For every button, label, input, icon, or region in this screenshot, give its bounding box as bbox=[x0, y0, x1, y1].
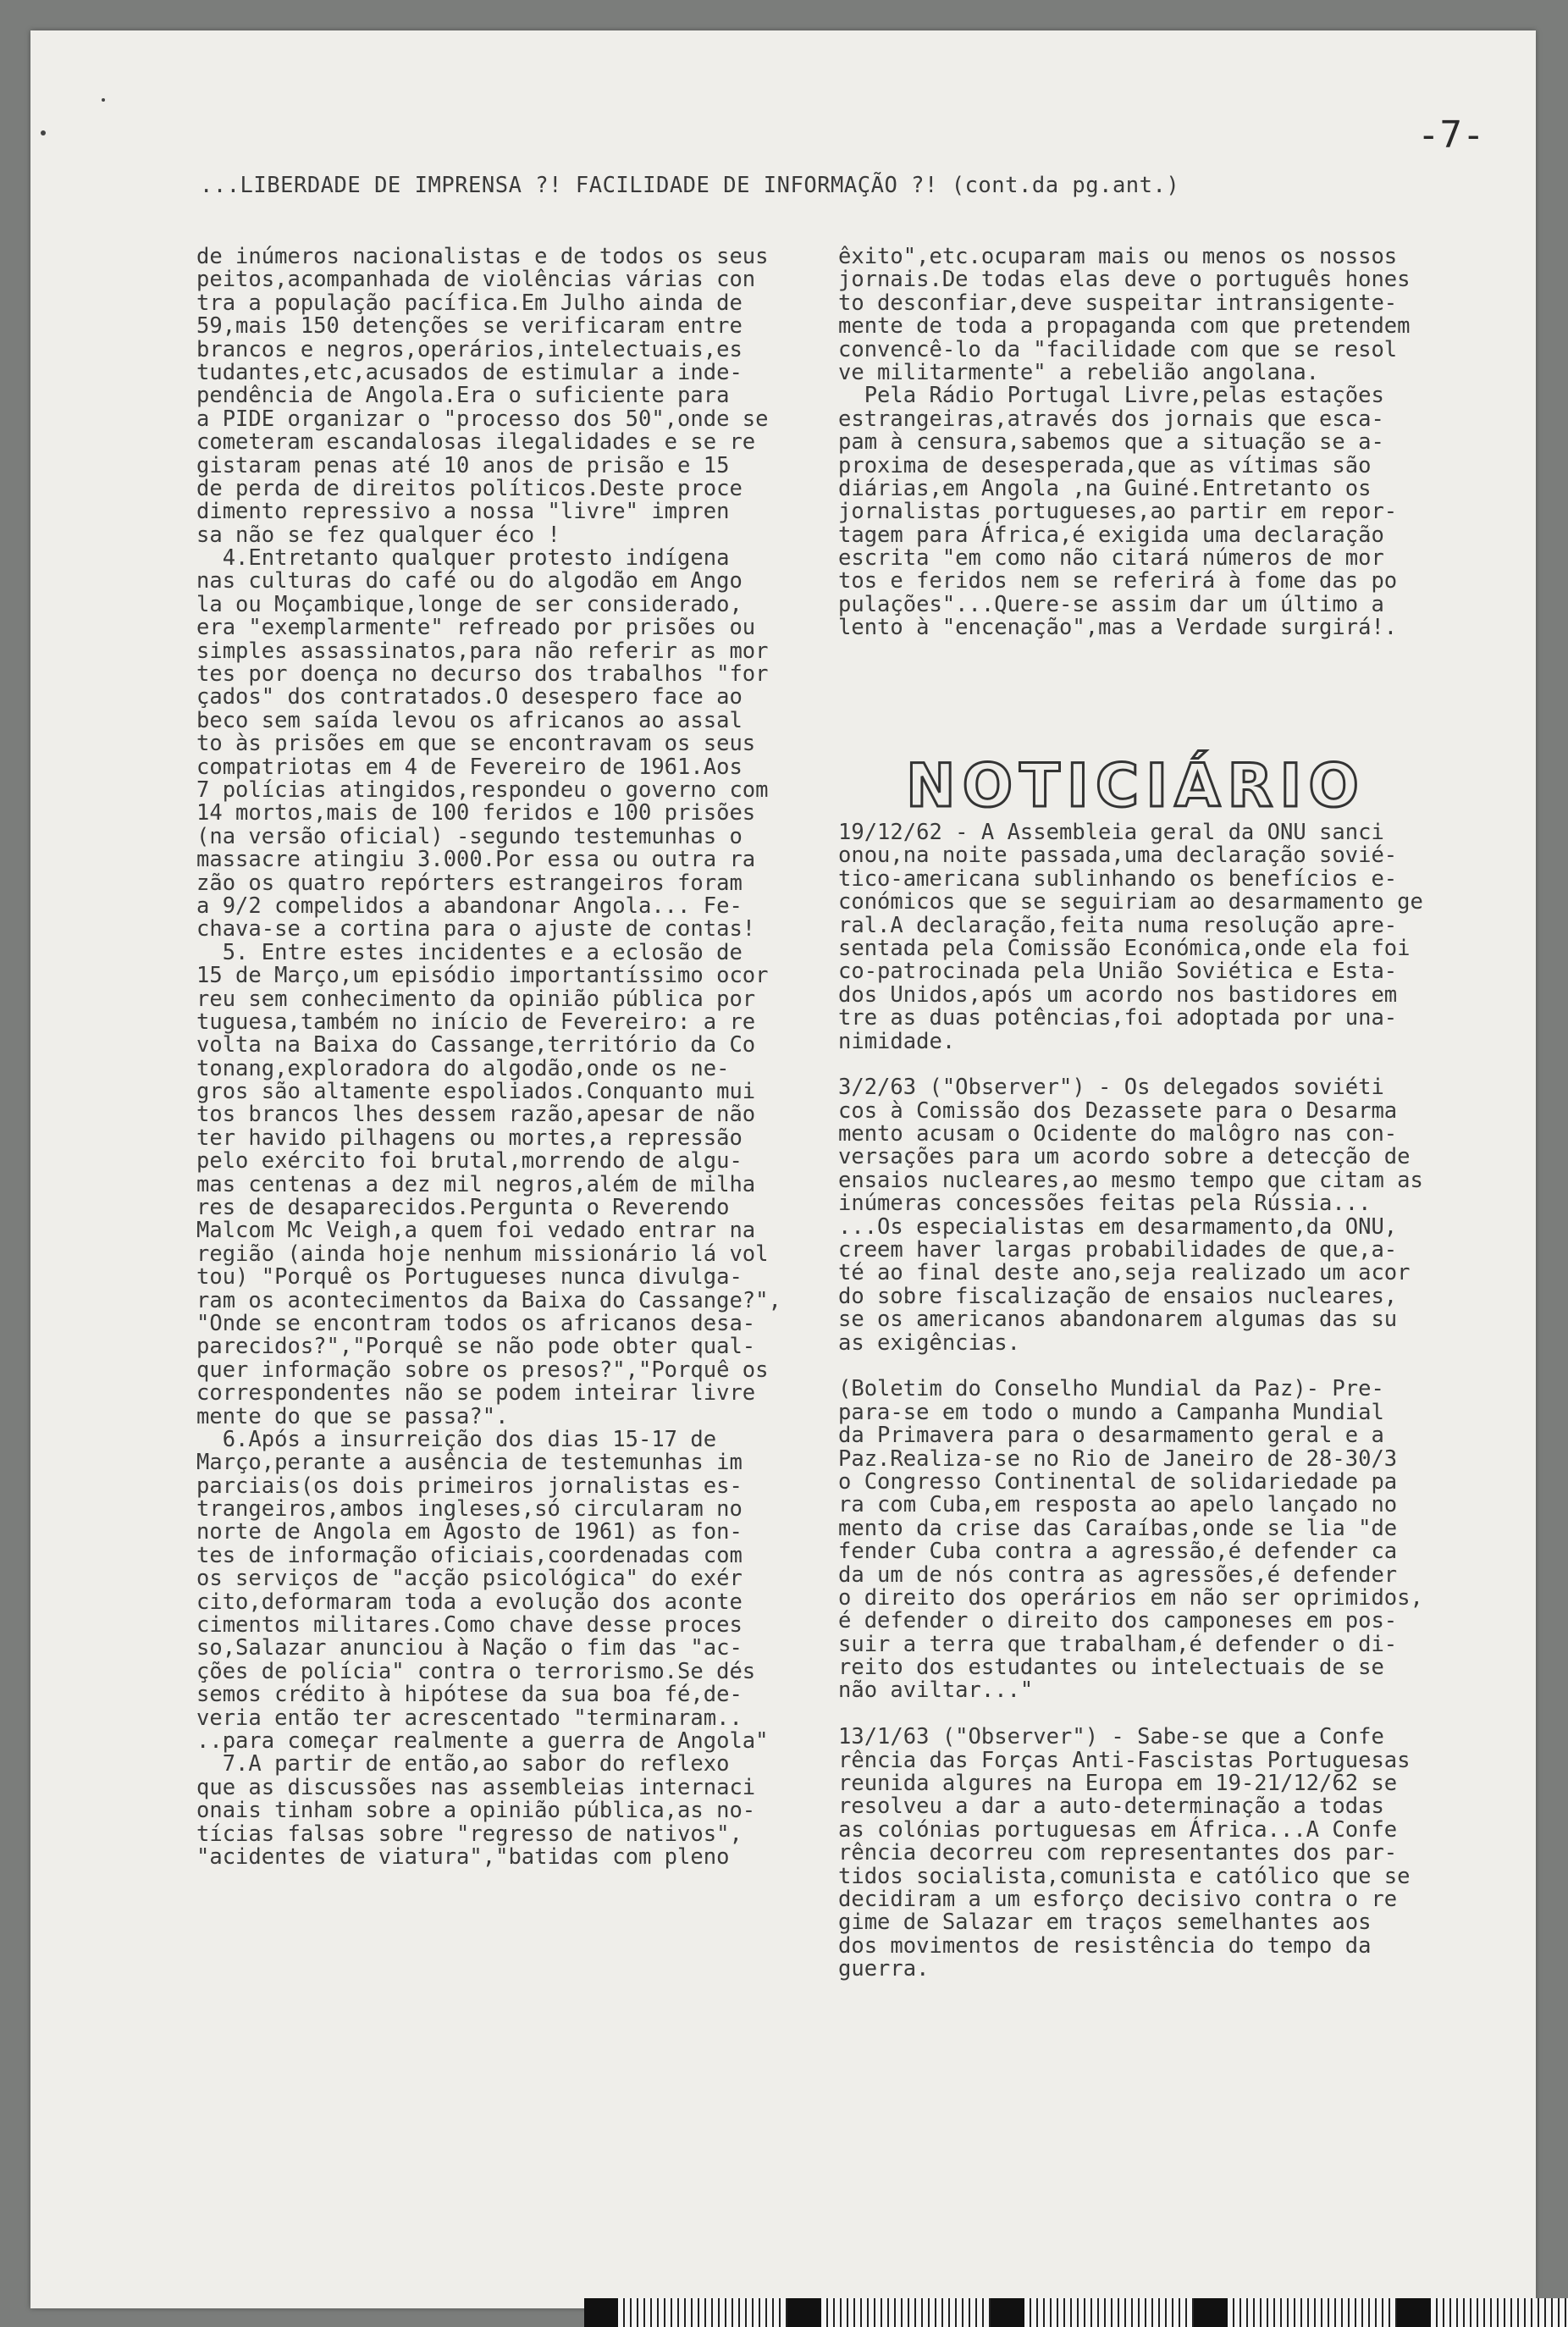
text-line: gistaram penas até 10 anos de prisão e 15 bbox=[196, 452, 730, 478]
news-line: sentada pela Comissão Económica,onde ela foi bbox=[838, 935, 1411, 961]
news-line: mento da crise das Caraíbas,onde se lia "de bbox=[838, 1515, 1398, 1541]
text-line: norte de Angola em Agosto de 1961) as fon- bbox=[196, 1519, 743, 1545]
text-line: mas centenas a dez mil negros,além de milha bbox=[196, 1171, 756, 1197]
text-line: tes de informação oficiais,coordenadas com bbox=[196, 1542, 743, 1568]
text-line: compatriotas em 4 de Fevereiro de 1961.Aos bbox=[196, 754, 743, 780]
text-line: mente do que se passa?". bbox=[196, 1403, 509, 1429]
news-line: ra com Cuba,em resposta ao apelo lançado no bbox=[838, 1492, 1398, 1518]
news-line: as exigências. bbox=[838, 1329, 1020, 1356]
news-line: ...Os especialistas em desarmamento,da ONU, bbox=[838, 1213, 1398, 1240]
text-line: "Onde se encontram todos os africanos desa- bbox=[196, 1310, 756, 1336]
text-line: to desconfiar,deve suspeitar intransigente- bbox=[838, 290, 1398, 316]
text-line: trangeiros,ambos ingleses,só circularam no bbox=[196, 1496, 743, 1523]
news-line: (Boletim do Conselho Mundial da Paz)- Pre- bbox=[838, 1376, 1384, 1402]
text-line: proxima de desesperada,que as vítimas são bbox=[838, 452, 1372, 478]
paper-speck bbox=[102, 98, 105, 102]
text-line: dimento repressivo a nossa "livre" impren bbox=[196, 499, 730, 525]
news-line: conómicos que se seguiriam ao desarmamento ge bbox=[838, 889, 1423, 915]
text-line: volta na Baixa do Cassange,território da Co bbox=[196, 1032, 756, 1058]
text-line: 7 polícias atingidos,respondeu o governo com bbox=[196, 777, 769, 803]
text-line: reu sem conhecimento da opinião pública por bbox=[196, 986, 756, 1012]
text-line: tudantes,etc,acusados de estimular a inde- bbox=[196, 359, 743, 385]
text-line: tonang,exploradora do algodão,onde os ne- bbox=[196, 1055, 730, 1081]
news-line: 13/1/63 ("Observer") - Sabe-se que a Confe bbox=[838, 1724, 1384, 1750]
news-line: as colónias portuguesas em África...A Confe bbox=[838, 1816, 1398, 1843]
text-line: de inúmeros nacionalistas e de todos os seus bbox=[196, 244, 769, 269]
text-line: 6.Após a insurreição dos dias 15-17 de bbox=[196, 1426, 717, 1452]
news-line bbox=[838, 1355, 1423, 1378]
text-line: jornalistas portugueses,ao partir em repor- bbox=[838, 499, 1398, 525]
news-line: para-se em todo o mundo a Campanha Mundial bbox=[838, 1399, 1384, 1425]
text-line: a 9/2 compelidos a abandonar Angola... Fe- bbox=[196, 893, 743, 919]
news-line: do sobre fiscalização de ensaios nucleares, bbox=[838, 1283, 1398, 1309]
text-line: çados" dos contratados.O desespero face ao bbox=[196, 684, 743, 710]
news-line: reunida algures na Europa em 19-21/12/62 se bbox=[838, 1771, 1398, 1797]
news-line: resolveu a dar a auto-determinação a todas bbox=[838, 1794, 1384, 1820]
text-line: semos crédito à hipótese da sua boa fé,de- bbox=[196, 1682, 743, 1708]
text-line: tícias falsas sobre "regresso de nativos", bbox=[196, 1821, 743, 1847]
text-line: Pela Rádio Portugal Livre,pelas estações bbox=[838, 383, 1384, 409]
text-line: a PIDE organizar o "processo dos 50",onde se bbox=[196, 406, 769, 432]
text-line: êxito",etc.ocuparam mais ou menos os nossos bbox=[838, 244, 1398, 269]
news-line: inúmeras concessões feitas pela Rússia... bbox=[838, 1191, 1372, 1217]
text-line: sa não se fez qualquer éco ! bbox=[196, 522, 560, 548]
text-line: lento à "encenação",mas a Verdade surgirá!. bbox=[838, 615, 1398, 641]
text-line: tuguesa,também no início de Fevereiro: a re bbox=[196, 1009, 756, 1035]
news-line: co-patrocinada pela União Soviética e Esta- bbox=[838, 959, 1398, 985]
text-line: cimentos militares.Como chave desse proces bbox=[196, 1612, 743, 1639]
text-line: ..para começar realmente a guerra de Angola" bbox=[196, 1728, 769, 1754]
news-line: é defender o direito dos camponeses em pos- bbox=[838, 1608, 1398, 1634]
text-line: beco sem saída levou os africanos ao assal bbox=[196, 707, 743, 733]
page-number: -7- bbox=[1417, 113, 1485, 157]
text-line: que as discussões nas assembleias internaci bbox=[196, 1774, 756, 1800]
text-line: 4.Entretanto qualquer protesto indígena bbox=[196, 545, 730, 572]
news-line: tidos socialista,comunista e católico que se bbox=[838, 1863, 1411, 1889]
text-line: la ou Moçambique,longe de ser considerado, bbox=[196, 591, 743, 617]
news-line: ensaios nucleares,ao mesmo tempo que citam as bbox=[838, 1167, 1423, 1193]
text-line: veria então ter acrescentado "terminaram.. bbox=[196, 1705, 743, 1731]
news-line: suir a terra que trabalham,é defender o di- bbox=[838, 1631, 1398, 1657]
news-line: o direito dos operários em não ser oprimidos, bbox=[838, 1584, 1423, 1611]
text-line: 5. Entre estes incidentes e a eclosão de bbox=[196, 939, 743, 965]
news-line: reito dos estudantes ou intelectuais de se bbox=[838, 1655, 1384, 1681]
text-line: Malcom Mc Veigh,a quem foi vedado entrar na bbox=[196, 1218, 756, 1244]
left-column bbox=[196, 246, 781, 1869]
text-line: res de desaparecidos.Pergunta o Reverendo bbox=[196, 1195, 730, 1221]
text-line: chava-se a cortina para o ajuste de contas! bbox=[196, 916, 756, 942]
news-line: Paz.Realiza-se no Rio de Janeiro de 28-30/3 bbox=[838, 1445, 1398, 1472]
text-line: simples assassinatos,para não referir as mor bbox=[196, 638, 769, 664]
news-line: cos à Comissão dos Dezassete para o Desarma bbox=[838, 1097, 1398, 1124]
text-line: tagem para África,é exigida uma declaração bbox=[838, 522, 1384, 548]
text-line: ter havido pilhagens ou mortes,a repressão bbox=[196, 1125, 743, 1151]
text-line: estrangeiras,através dos jornais que esca- bbox=[838, 406, 1384, 432]
scale-block bbox=[1194, 2298, 1228, 2327]
running-header: ...LIBERDADE DE IMPRENSA ?! FACILIDADE DE INFORMAÇÃO ?! (cont.da pg.ant.) bbox=[200, 173, 1180, 198]
text-line: gros são altamente espoliados.Conquanto mui bbox=[196, 1079, 756, 1105]
news-line bbox=[838, 1053, 1423, 1076]
text-line: brancos e negros,operários,intelectuais,es bbox=[196, 336, 743, 362]
text-line: de perda de direitos políticos.Deste proce bbox=[196, 475, 743, 501]
text-line: diárias,em Angola ,na Guiné.Entretanto os bbox=[838, 475, 1372, 501]
text-line: cometeram escandalosas ilegalidades e se re bbox=[196, 429, 756, 456]
text-line: (na versão oficial) -segundo testemunhas o bbox=[196, 823, 743, 849]
text-line: ram os acontecimentos da Baixa do Cassange?", bbox=[196, 1287, 781, 1313]
news-line: se os americanos abandonarem algumas das su bbox=[838, 1307, 1398, 1333]
scale-block bbox=[991, 2298, 1024, 2327]
news-line: não aviltar..." bbox=[838, 1678, 1034, 1704]
news-line: tico-americana sublinhando os benefícios e- bbox=[838, 865, 1398, 892]
text-line: correspondentes não se podem inteirar livre bbox=[196, 1380, 756, 1407]
text-line: tou) "Porquê os Portugueses nunca divulga- bbox=[196, 1264, 743, 1291]
news-line: dos movimentos de resistência do tempo da bbox=[838, 1932, 1372, 1959]
text-line: convencê-lo da "facilidade com que se resol bbox=[838, 336, 1398, 362]
news-line: 19/12/62 - A Assembleia geral da ONU sanci bbox=[838, 820, 1384, 845]
news-line: rência decorreu com representantes dos par- bbox=[838, 1840, 1398, 1866]
text-line: 15 de Março,um episódio importantíssimo ocor bbox=[196, 963, 769, 989]
text-line: massacre atingiu 3.000.Por essa ou outra ra bbox=[196, 847, 756, 873]
news-line: da Primavera para o desarmamento geral e a bbox=[838, 1423, 1384, 1449]
color-scale-bar bbox=[584, 2298, 1568, 2327]
text-line: peitos,acompanhada de violências várias con bbox=[196, 267, 756, 293]
news-line: tre as duas potências,foi adoptada por una- bbox=[838, 1005, 1398, 1031]
news-line bbox=[838, 1703, 1423, 1726]
noticiario-column bbox=[838, 821, 1423, 1982]
scale-block bbox=[787, 2298, 821, 2327]
scale-block bbox=[584, 2298, 618, 2327]
text-line: tra a população pacífica.Em Julho ainda de bbox=[196, 290, 743, 316]
text-line: cito,deformaram toda a evolução dos aconte bbox=[196, 1589, 743, 1615]
news-line: o Congresso Continental de solidariedade pa bbox=[838, 1468, 1398, 1495]
text-line: 14 mortos,mais de 100 feridos e 100 prisões bbox=[196, 800, 756, 826]
text-line: os serviços de "acção psicológica" do exér bbox=[196, 1566, 743, 1592]
text-line: região (ainda hoje nenhum missionário lá vol bbox=[196, 1241, 769, 1267]
text-line: pam à censura,sabemos que a situação se a- bbox=[838, 429, 1384, 456]
noticiario-heading: NOTICIÁRIO bbox=[906, 751, 1366, 821]
text-line: so,Salazar anunciou à Nação o fim das "ac- bbox=[196, 1635, 743, 1661]
news-line: mento acusam o Ocidente do malôgro nas con- bbox=[838, 1121, 1398, 1147]
news-line: versações para um acordo sobre a detecção de bbox=[838, 1144, 1411, 1170]
text-line: jornais.De todas elas deve o português hones bbox=[838, 267, 1411, 293]
text-line: tes por doença no decurso dos trabalhos "for bbox=[196, 661, 769, 688]
text-line: escrita "em como não citará números de mor bbox=[838, 545, 1384, 572]
news-line: da um de nós contra as agressões,é defender bbox=[838, 1561, 1398, 1588]
news-line: fender Cuba contra a agressão,é defender ca bbox=[838, 1539, 1398, 1565]
text-line: "acidentes de viatura","batidas com pleno bbox=[196, 1843, 730, 1870]
text-line: pelo exército foi brutal,morrendo de algu- bbox=[196, 1148, 743, 1175]
news-line: gime de Salazar em traços semelhantes aos bbox=[838, 1910, 1372, 1936]
news-line: decidiram a um esforço decisivo contra o re bbox=[838, 1886, 1398, 1912]
text-line: 7.A partir de então,ao sabor do reflexo bbox=[196, 1751, 730, 1777]
text-line: ções de polícia" contra o terrorismo.Se dés bbox=[196, 1658, 756, 1684]
text-line: 59,mais 150 detenções se verificaram entre bbox=[196, 313, 743, 340]
text-line: to às prisões em que se encontravam os seus bbox=[196, 731, 756, 757]
news-line: rência das Forças Anti-Fascistas Portuguesas bbox=[838, 1747, 1411, 1773]
text-line: nas culturas do café ou do algodão em Ango bbox=[196, 568, 743, 594]
text-line: parciais(os dois primeiros jornalistas es- bbox=[196, 1473, 743, 1499]
text-line: parecidos?","Porquê se não pode obter qual- bbox=[196, 1334, 756, 1360]
text-line: pendência de Angola.Era o suficiente para bbox=[196, 383, 730, 409]
text-line: mente de toda a propaganda com que pretendem bbox=[838, 313, 1411, 340]
text-line: pulações"...Quere-se assim dar um último a bbox=[838, 591, 1384, 617]
right-column-top bbox=[838, 246, 1411, 640]
news-line: té ao final deste ano,seja realizado um acor bbox=[838, 1260, 1411, 1286]
news-line: guerra. bbox=[838, 1956, 930, 1982]
text-line: quer informação sobre os presos?","Porquê os bbox=[196, 1357, 769, 1383]
scale-block bbox=[1397, 2298, 1431, 2327]
text-line: zão os quatro repórters estrangeiros foram bbox=[196, 870, 743, 896]
text-line: ve militarmente" a rebelião angolana. bbox=[838, 359, 1320, 385]
news-line: nimidade. bbox=[838, 1028, 956, 1054]
document-page bbox=[30, 30, 1536, 2308]
paper-speck bbox=[41, 130, 46, 135]
news-line: ral.A declaração,feita numa resolução apre- bbox=[838, 912, 1398, 938]
text-line: tos brancos lhes dessem razão,apesar de não bbox=[196, 1102, 756, 1128]
news-line: dos Unidos,após um acordo nos bastidores em bbox=[838, 981, 1398, 1008]
news-line: creem haver largas probabilidades de que,a- bbox=[838, 1237, 1398, 1263]
text-line: onais tinham sobre a opinião pública,as no- bbox=[196, 1798, 756, 1824]
text-line: tos e feridos nem se referirá à fome das po bbox=[838, 568, 1398, 594]
text-line: Março,perante a ausência de testemunhas im bbox=[196, 1450, 743, 1476]
text-line: era "exemplarmente" refreado por prisões ou bbox=[196, 615, 756, 641]
news-line: onou,na noite passada,uma declaração sovié- bbox=[838, 843, 1398, 869]
news-line: 3/2/63 ("Observer") - Os delegados soviéti bbox=[838, 1075, 1384, 1101]
